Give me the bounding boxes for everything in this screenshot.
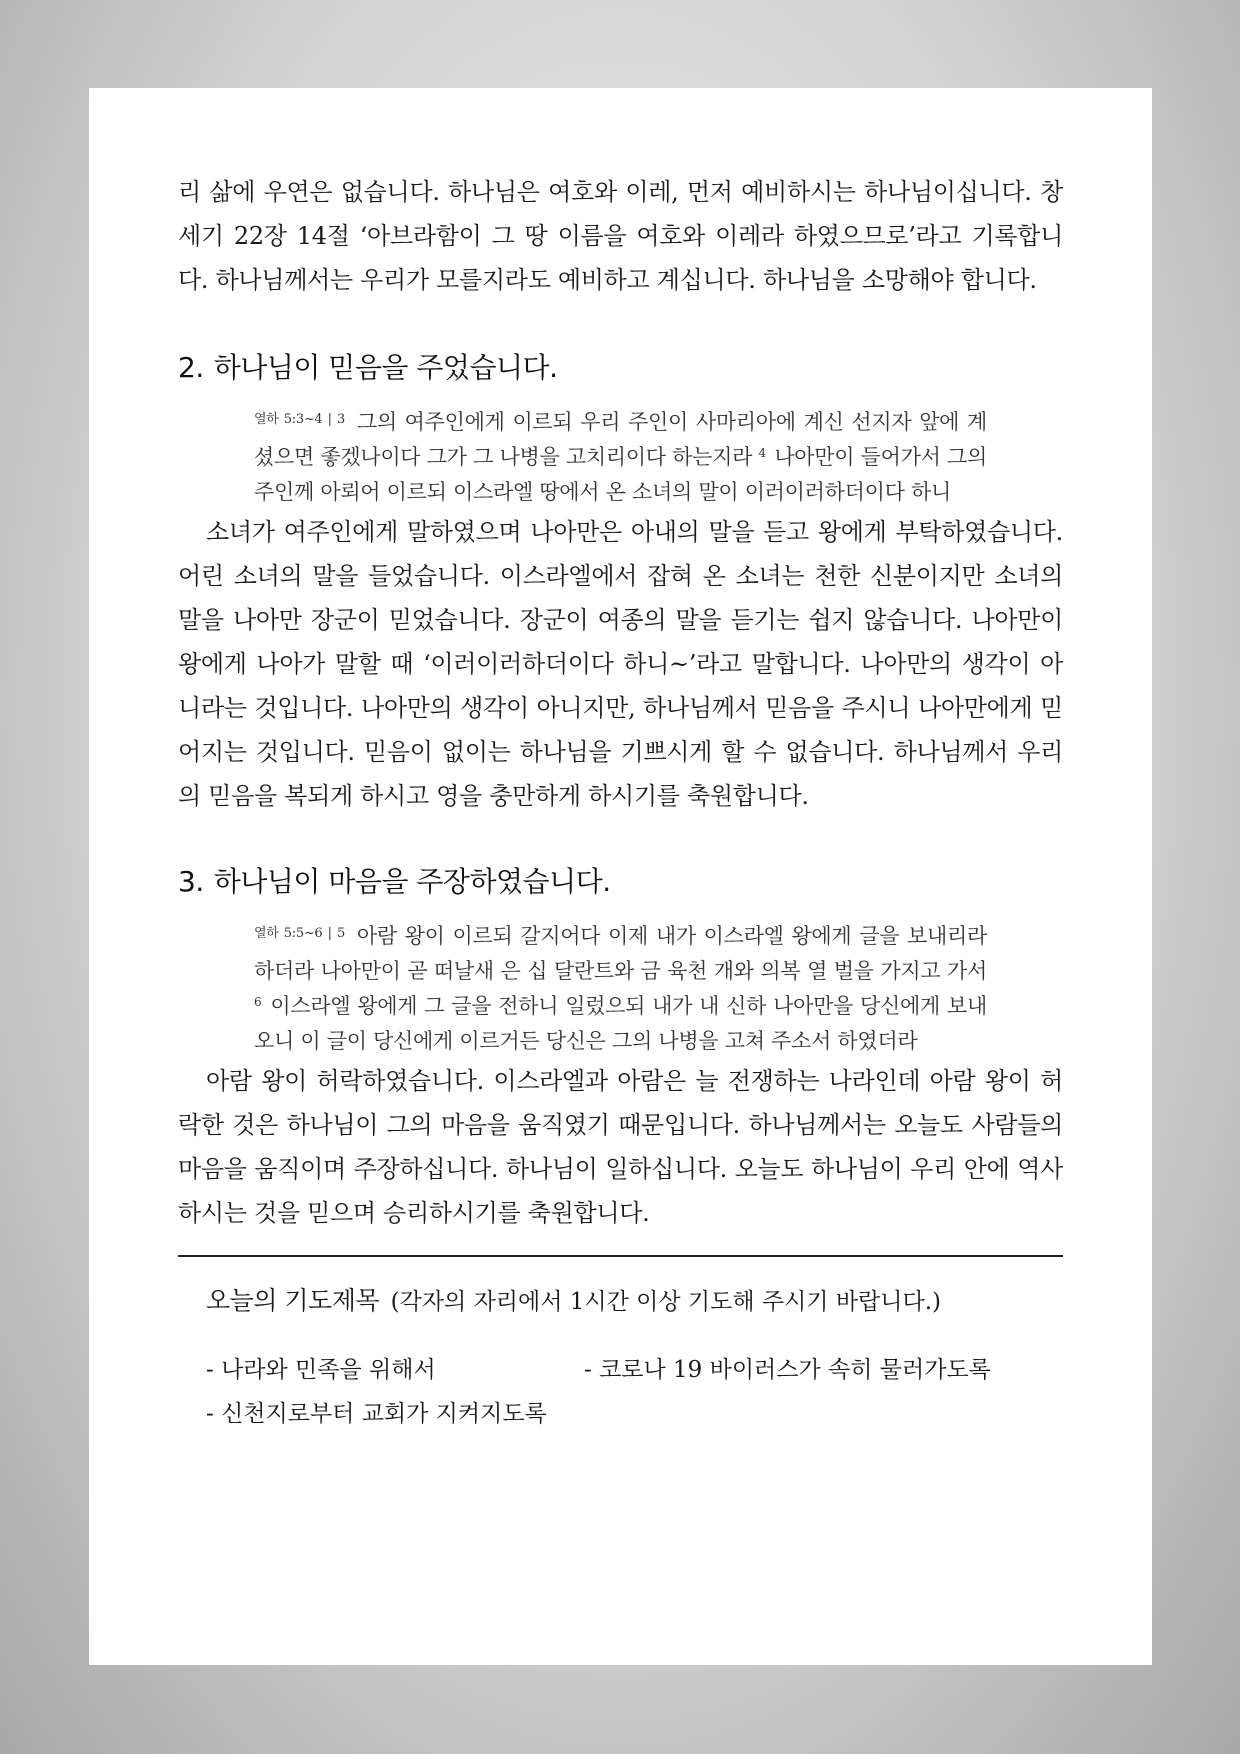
section-3-title: 하나님이 마음을 주장하였습니다.: [213, 865, 611, 898]
section-3-body: 아람 왕이 허락하였습니다. 이스라엘과 아람은 늘 전쟁하는 나라인데 아람 왕이 허락한 것은 하나님이 그의 마음을 움직였기 때문입니다. 하나님께서는 오늘도 사람들의 마음을 움직이며 주장하십니다. 하나님이 일하십니다. 오늘도 하나님이 우리 안에 역사하시는 것을 믿으며 승리하시기를 축원합니다.: [178, 1067, 1063, 1227]
prayer-item: - 코로나 19 바이러스가 속히 물러가도록: [584, 1357, 991, 1383]
section-2-scripture-text-a: 그의 여주인에게 이르되 우리 주인이 사마리아에 계신 선지자 앞에 계셨으면 좋겠나이다 그가 그 나병을 고치리이다 하는지라: [254, 410, 987, 469]
section-2-verse-number: 4: [758, 446, 766, 460]
intro-paragraph: 리 삶에 우연은 없습니다. 하나님은 여호와 이레, 먼저 예비하시는 하나님이십니다. 창세기 22장 14절 ‘아브라함이 그 땅 이름을 여호와 이레라 하였으므로’라고 기록합니다. 하나님께서는 우리가 모를지라도 예비하고 계십니다. 하나님을 소망해야 합니다.: [178, 178, 1063, 294]
section-2-scripture: [178, 402, 1063, 510]
prayer-note: (각자의 자리에서 1시간 이상 기도해 주시기 바랍니다.): [390, 1289, 941, 1315]
section-3-scripture-text-a: 아람 왕이 이르되 갈지어다 이제 내가 이스라엘 왕에게 글을 보내리라 하더라 나아만이 곧 떠날새 은 십 달란트와 금 육천 개와 의복 열 벌을 가지고 가서: [254, 924, 987, 983]
section-2-scripture-text-b: 나아만이 들어가서 그의 주인께 아뢰어 이르되 이스라엘 땅에서 온 소녀의 말이 이러이러하더이다 하니: [254, 445, 987, 504]
prayer-heading: [206, 1283, 1063, 1320]
prayer-title: 오늘의 기도제목: [206, 1286, 379, 1315]
section-2-number: 2.: [178, 351, 204, 384]
section-3-scripture: [178, 916, 1063, 1059]
prayer-item: - 신천지로부터 교회가 지켜지도록: [206, 1401, 547, 1427]
document-page: [89, 88, 1152, 1665]
section-2-title: 하나님이 믿음을 주었습니다.: [213, 351, 558, 384]
section-2-body: 소녀가 여주인에게 말하였으며 나아만은 아내의 말을 듣고 왕에게 부탁하였습니다. 어린 소녀의 말을 들었습니다. 이스라엘에서 잡혀 온 소녀는 천한 신분이지만 소녀의 말을 나아만 장군이 믿었습니다. 장군이 여종의 말을 듣기는 쉽지 않습니다. 나아만이 왕에게 나아가 말할 때 ‘이러이러하더이다 하니~’라고 말합니다. 나아만의 생각이 아니라는 것입니다. 나아만의 생각이 아니지만, 하나님께서 믿음을 주시니 나아만에게 믿어지는 것입니다. 믿음이 없이는 하나님을 기쁘시게 할 수 없습니다. 하나님께서 우리의 믿음을 복되게 하시고 영을 충만하게 하시기를 축원합니다.: [178, 518, 1063, 810]
section-3-verse-number: 6: [254, 995, 262, 1009]
section-3-heading: [178, 862, 1063, 902]
section-3-scripture-text-b: 이스라엘 왕에게 그 글을 전하니 일렀으되 내가 내 신하 나아만을 당신에게 보내오니 이 글이 당신에게 이르거든 당신은 그의 나병을 고쳐 주소서 하였더라: [254, 994, 987, 1053]
section-2-scripture-ref: 열하 5:3~4 | 3: [254, 412, 346, 427]
section-2-heading: [178, 348, 1063, 388]
prayer-item: - 나라와 민족을 위해서: [206, 1357, 436, 1383]
section-3-number: 3.: [178, 865, 204, 898]
section-3-scripture-ref: 열하 5:5~6 | 5: [254, 926, 346, 941]
prayer-list: [206, 1352, 1063, 1432]
divider: [178, 1255, 1063, 1257]
